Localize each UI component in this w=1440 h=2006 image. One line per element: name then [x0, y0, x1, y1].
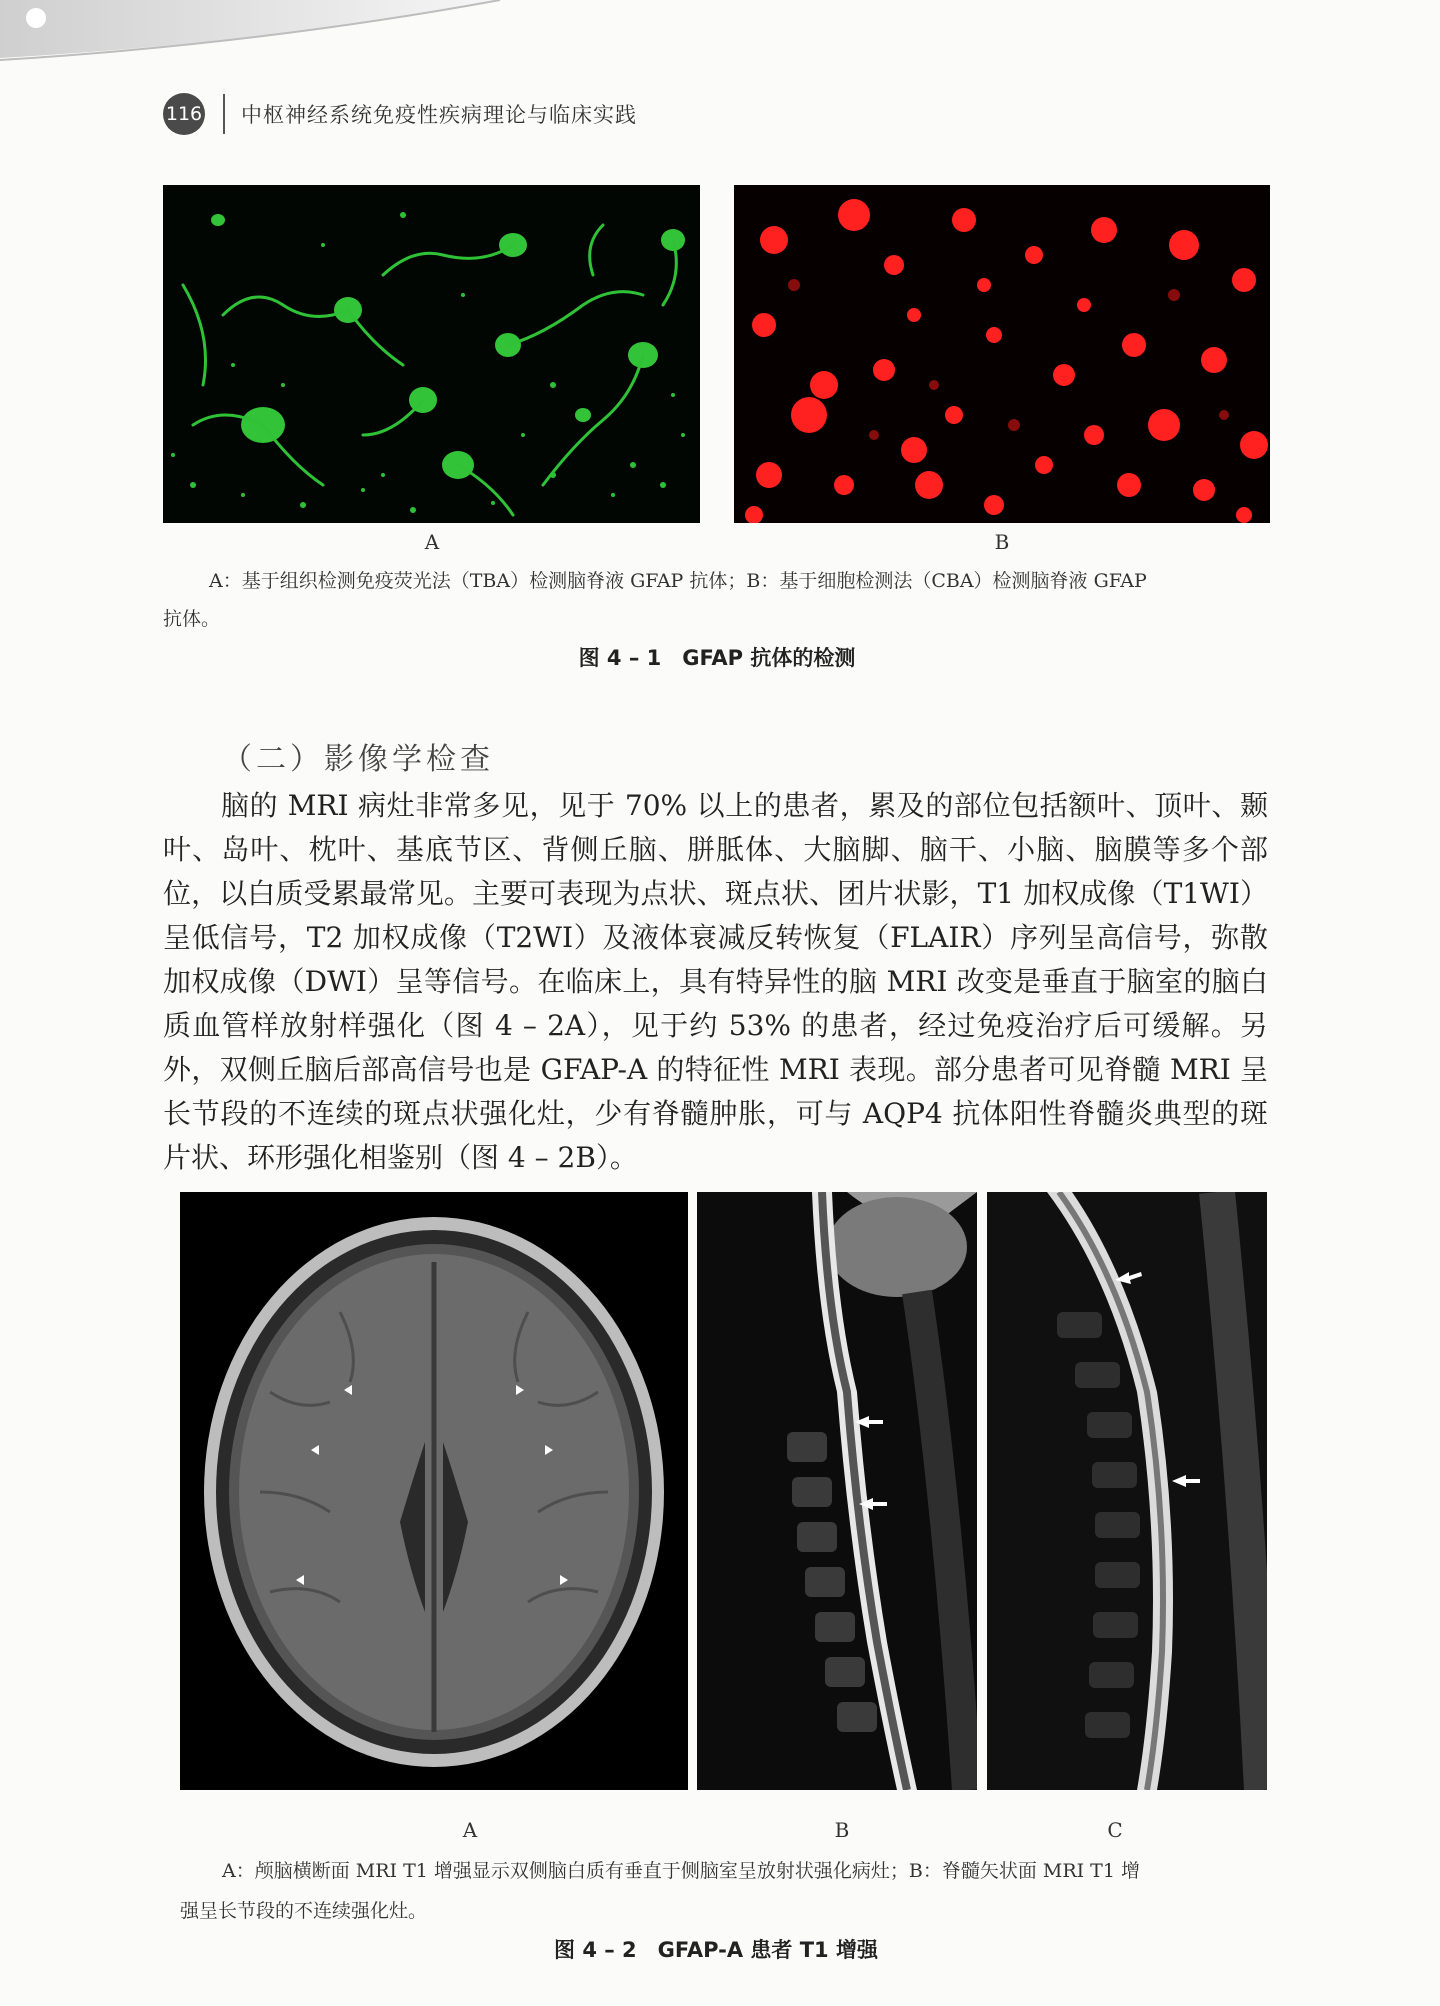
- figure2-caption-line1: A：颅脑横断面 MRI T1 增强显示双侧脑白质有垂直于侧脑室呈放射状强化病灶；B：脊髓矢状面 MRI T1 增: [222, 1860, 1140, 1882]
- book-title: 中枢神经系统免疫性疾病理论与临床实践: [241, 103, 637, 127]
- figure1-caption-line1: A：基于组织检测免疫荧光法（TBA）检测脑脊液 GFAP 抗体；B：基于细胞检测法（CBA）检测脑脊液 GFAP: [209, 570, 1147, 592]
- figure1-title: 图 4 – 1 GFAP 抗体的检测: [578, 646, 856, 670]
- sagittal-cervical-spine-mri: [697, 1192, 977, 1790]
- header-decoration: [0, 0, 1440, 70]
- figure2-panel-a-image: [180, 1192, 688, 1790]
- figure2-panel-b-image: [697, 1192, 977, 1790]
- figure2-label-c: C: [1107, 1818, 1123, 1842]
- green-fluorescence-image: [163, 185, 700, 523]
- figure1-caption-line2: 抗体。: [163, 608, 221, 630]
- figure2-label-b: B: [834, 1818, 850, 1842]
- axial-brain-mri: [180, 1192, 688, 1790]
- red-fluorescence-image: [734, 185, 1270, 523]
- running-header: [163, 92, 637, 136]
- body-text: [163, 784, 1268, 1180]
- figure2-label-a: A: [462, 1818, 478, 1842]
- section-heading: （二）影像学检查: [222, 742, 494, 777]
- figure1-label-a: A: [424, 530, 440, 554]
- sagittal-thoracic-spine-mri: [987, 1192, 1267, 1790]
- body-paragraph: 脑的 MRI 病灶非常多见，见于 70% 以上的患者，累及的部位包括额叶、顶叶、颞叶、岛叶、枕叶、基底节区、背侧丘脑、胼胝体、大脑脚、脑干、小脑、脑膜等多个部位，以白质受累最常见。主要可表现为点状、斑点状、团片状影，T1 加权成像（T1WI）呈低信号，T2 加权成像（T2WI）及液体衰减反转恢复（FLAIR）序列呈高信号，弥散加权成像（DWI）呈等信号。在临床上，具有特异性的脑 MRI 改变是垂直于脑室的脑白质血管样放射样强化（图 4 – 2A），见于约 53% 的患者，经过免疫治疗后可缓解。另外，双侧丘脑后部高信号也是 GFAP-A 的特征性 MRI 表现。部分患者可见脊髓 MRI 呈长节段的不连续的斑点状强化灶，少有脊髓肿胀，可与 AQP4 抗体阳性脊髓炎典型的斑片状、环形强化相鉴别（图 4 – 2B）。: [163, 789, 1268, 1174]
- header-divider: [223, 94, 225, 134]
- figure2-title: 图 4 – 2 GFAP-A 患者 T1 增强: [554, 1938, 878, 1962]
- figure2-caption-line2: 强呈长节段的不连续强化灶。: [180, 1900, 428, 1922]
- figure1-panel-a-image: [163, 185, 700, 523]
- figure1-label-b: B: [994, 530, 1010, 554]
- figure1-panel-b-image: [734, 185, 1270, 523]
- page-number: 116: [163, 93, 205, 135]
- figure2-panel-c-image: [987, 1192, 1267, 1790]
